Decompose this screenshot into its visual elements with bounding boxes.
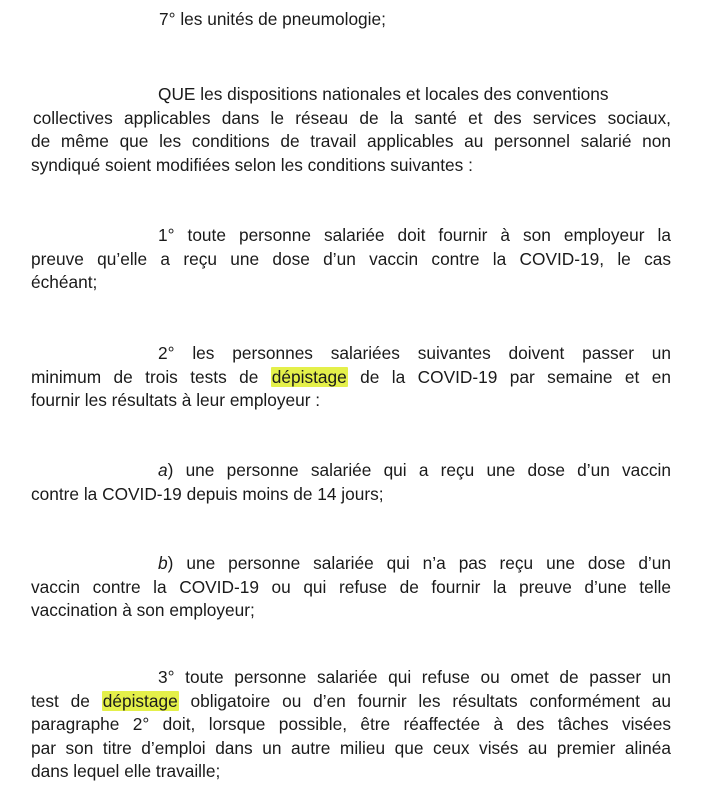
- condition-3-line-5: dans lequel elle travaille;: [31, 761, 221, 781]
- condition-3-line-3: paragraphe 2° doit, lorsque possible, être réaffectée à des tâches visées: [31, 714, 671, 734]
- highlight-depistage-2: dépistage: [102, 690, 178, 711]
- condition-1-line-3: échéant;: [31, 272, 98, 292]
- condition-3-line-1: 3° toute personne salariée qui refuse ou omet de passer un: [158, 667, 671, 687]
- condition-2b-line-3: vaccination à son employeur;: [31, 600, 255, 620]
- condition-1-line-1: 1° toute personne salariée doit fournir à son employeur la: [158, 225, 671, 245]
- condition-2a-line-1-rest: ) une personne salariée qui a reçu une dose d’un vaccin: [167, 460, 671, 480]
- condition-1-line-2: preuve qu’elle a reçu une dose d’un vaccin contre la COVID-19, le cas: [31, 248, 671, 269]
- condition-2a-letter: a: [158, 460, 168, 480]
- highlight-depistage-1: dépistage: [271, 366, 347, 387]
- condition-2a: [31, 459, 671, 506]
- que-paragraph: [31, 83, 671, 177]
- condition-1: [31, 224, 671, 295]
- condition-2a-line-2: contre la COVID-19 depuis moins de 14 jours;: [31, 483, 384, 504]
- condition-3-line-4: par son titre d’emploi dans un autre milieu que ceux visés au premier alinéa: [31, 737, 671, 758]
- condition-2b-line-1: [31, 552, 671, 576]
- condition-2b: [31, 552, 671, 623]
- condition-3-line-2-before: test de: [31, 690, 90, 711]
- que-line-2: collectives applicables dans le réseau de la santé et des services sociaux,: [33, 107, 671, 128]
- condition-2-line-2: [31, 366, 671, 390]
- condition-3-line-2: [31, 690, 671, 714]
- item-7: [159, 8, 386, 32]
- que-line-1: QUE les dispositions nationales et locales des conventions: [158, 84, 609, 104]
- condition-2-line-2-before: minimum de trois tests de: [31, 366, 259, 387]
- condition-2: [31, 342, 671, 413]
- condition-2b-line-2: vaccin contre la COVID-19 ou qui refuse de fournir la preuve d’une telle: [31, 576, 671, 597]
- condition-2b-line-1-rest: ) une personne salariée qui n’a pas reçu une dose d’un: [167, 553, 671, 573]
- item-7-text: 7° les unités de pneumologie;: [159, 9, 386, 29]
- condition-2b-letter: b: [158, 553, 168, 573]
- condition-3: [31, 666, 671, 784]
- condition-2-line-1: 2° les personnes salariées suivantes doivent passer un: [158, 343, 671, 363]
- condition-2-line-2-after: de la COVID-19 par semaine et en: [360, 366, 671, 387]
- condition-2-line-3: fournir les résultats à leur employeur :: [31, 390, 321, 410]
- condition-3-line-2-after: obligatoire ou d’en fournir les résultats conformément au: [190, 690, 671, 711]
- condition-2a-line-1: [31, 459, 671, 483]
- que-line-4: syndiqué soient modifiées selon les conditions suivantes :: [31, 154, 473, 175]
- que-line-3: de même que les conditions de travail applicables au personnel salarié non: [31, 131, 671, 151]
